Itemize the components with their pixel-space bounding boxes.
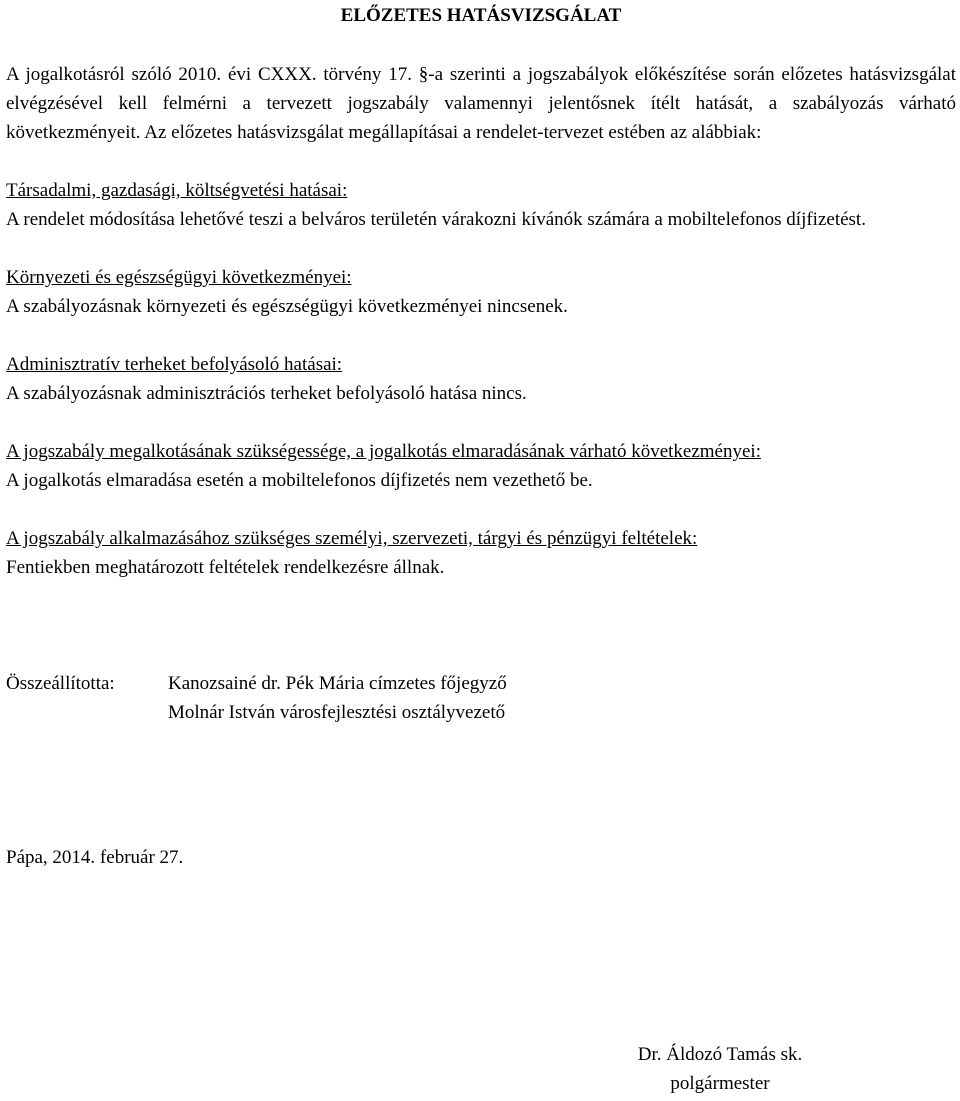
section-conditions [6,524,956,582]
compiler-name: Kanozsainé dr. Pék Mária címzetes főjegyző [168,673,507,694]
section-text: A rendelet módosítása lehetővé teszi a belváros területén várakozni kívánók számára a mobiltelefonos díjfizetést. [6,209,866,230]
compiled-by-label: Összeállította: [6,673,115,694]
document-page [6,0,956,872]
section-text: Fentiekben meghatározott feltételek rendelkezésre állnak. [6,557,445,578]
section-environmental [6,263,956,321]
section-heading: Társadalmi, gazdasági, költségvetési hatásai: [6,180,348,201]
section-text: A szabályozásnak környezeti és egészségügyi következményei nincsenek. [6,296,568,317]
section-text: A jogalkotás elmaradása esetén a mobiltelefonos díjfizetés nem vezethető be. [6,470,593,491]
intro-paragraph: A jogalkotásról szóló 2010. évi CXXX. törvény 17. §-a szerinti a jogszabályok előkészítése során előzetes hatásvizsgálat elvégzésével kell felmérni a tervezett jogszabály valamennyi jelentősnek ítélt hatását, a szabályozás várható következményeit. Az előzetes hatásvizsgálat megállapításai a rendelet-tervezet estében az alábbiak: [6,64,956,143]
place-date: Pápa, 2014. február 27. [6,847,184,868]
compiled-by-block [6,669,956,727]
signature-name: Dr. Áldozó Tamás sk. [637,1044,803,1065]
signature-title: polgármester [670,1073,770,1094]
section-heading: Adminisztratív terheket befolyásoló hatásai: [6,354,343,375]
compilers-list [168,669,507,727]
compiler-name: Molnár István városfejlesztési osztályvezető [168,702,506,723]
document-title: ELŐZETES HATÁSVIZSGÁLAT [340,5,622,26]
section-text: A szabályozásnak adminisztrációs terheket befolyásoló hatása nincs. [6,383,527,404]
section-social-economic [6,176,956,234]
section-heading: A jogszabály alkalmazásához szükséges személyi, szervezeti, tárgyi és pénzügyi feltételek: [6,528,698,549]
section-necessity [6,437,956,495]
signature-block [600,1040,840,1098]
section-heading: A jogszabály megalkotásának szükségessége, a jogalkotás elmaradásának várható következményei: [6,441,761,462]
section-administrative [6,350,956,408]
section-heading: Környezeti és egészségügyi következményei: [6,267,352,288]
